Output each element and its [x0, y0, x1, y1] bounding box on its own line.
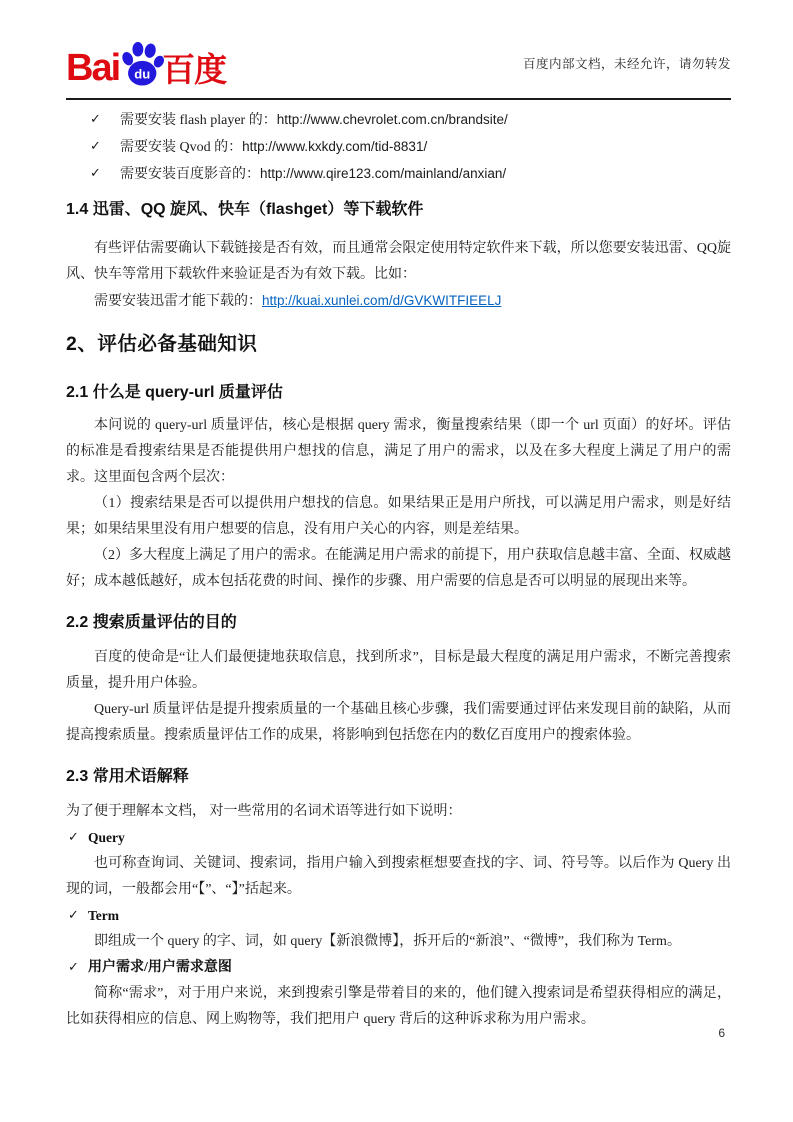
section-2-3-title: 2.3 常用术语解释	[66, 768, 189, 785]
section-2-1-paragraph: （2）多大程度上满足了用户的需求。在能满足用户需求的前提下，用户获取信息越丰富、全面、权威越好；成本越低越好，成本包括花费的时间、操作的步骤、用户需要的信息是否可以明显的展现出来等。	[66, 548, 731, 589]
item-prefix: 需要安装 flash player 的：	[120, 113, 277, 128]
term-name: Term	[88, 908, 119, 923]
section-2-2-paragraph: 百度的使命是“让人们最便捷地获取信息，找到所求”，目标是最大程度的满足用户需求，不断完善搜索质量，提升用户体验。	[66, 650, 731, 691]
section-2-2-title: 2.2 搜索质量评估的目的	[66, 614, 237, 631]
logo-text-cn: 百度	[162, 51, 227, 88]
item-prefix: 需要安装 Qvod 的：	[120, 140, 243, 155]
list-item	[90, 134, 731, 161]
link-prefix: 需要安装迅雷才能下载的：	[94, 294, 262, 309]
item-url: http://www.chevrolet.com.cn/brandsite/	[276, 112, 508, 127]
term-item	[66, 955, 731, 981]
item-url: http://www.qire123.com/mainland/anxian/	[260, 166, 507, 181]
term-item	[66, 825, 731, 851]
document-body	[66, 107, 731, 1033]
term-item	[66, 903, 731, 929]
download-url-list	[66, 107, 731, 188]
baidu-logo	[66, 42, 226, 87]
logo-text-du: du	[134, 66, 151, 82]
page-number: 6	[718, 1026, 725, 1040]
term-name: 用户需求/用户需求意图	[88, 960, 232, 975]
checkmark-icon: ✓	[90, 166, 101, 181]
xunlei-download-link[interactable]: http://kuai.xunlei.com/d/GVKWITFIEELJ	[262, 293, 502, 308]
list-item-text	[120, 107, 508, 134]
list-item	[90, 107, 731, 134]
chapter-2-title: 2、评估必备基础知识	[66, 333, 258, 355]
term-description: 也可称查询词、关键词、搜索词，指用户输入到搜索框想要查找的字、词、符号等。以后作为 Query 出现的词，一般都会用“【”、“】”括起来。	[66, 856, 731, 897]
list-item-text	[120, 161, 506, 188]
section-2-3-intro: 为了便于理解本文档， 对一些常用的名词术语等进行如下说明：	[66, 804, 462, 819]
item-url: http://www.kxkdy.com/tid-8831/	[242, 139, 428, 154]
section-2-1-title: 2.1 什么是 query-url 质量评估	[66, 384, 283, 401]
list-item	[90, 161, 731, 188]
logo-text-bai: Bai	[66, 47, 120, 89]
checkmark-icon: ✓	[68, 908, 79, 923]
list-item-text	[120, 134, 427, 161]
term-description: 即组成一个 query 的字、词，如 query【新浪微博】，拆开后的“新浪”、“微博”，我们称为 Term。	[94, 934, 681, 949]
item-prefix: 需要安装百度影音的：	[120, 167, 260, 182]
page-header	[66, 0, 731, 100]
term-name: Query	[88, 830, 125, 845]
checkmark-icon: ✓	[90, 139, 101, 154]
baidu-paw-icon	[118, 42, 165, 87]
xunlei-link-line	[66, 288, 731, 315]
term-description: 简称“需求”，对于用户来说，来到搜索引擎是带着目的来的，他们键入搜索词是希望获得相应的满足，比如获得相应的信息、网上购物等，我们把用户 query 背后的这种诉求称为用户需求。	[66, 986, 731, 1027]
section-2-1-paragraph: （1）搜索结果是否可以提供用户想找的信息。如果结果正是用户所找，可以满足用户需求，则是好结果；如果结果里没有用户想要的信息，没有用户关心的内容，则是差结果。	[66, 496, 731, 537]
section-1-4-title: 1.4 迅雷、QQ 旋风、快车（flashget）等下载软件	[66, 201, 424, 218]
section-1-4-paragraph: 有些评估需要确认下载链接是否有效，而且通常会限定使用特定软件来下载，所以您要安装迅雷、QQ旋风、快车等常用下载软件来验证是否为有效下载。比如：	[66, 241, 731, 282]
checkmark-icon: ✓	[68, 830, 79, 845]
checkmark-icon: ✓	[90, 112, 101, 127]
confidential-note: 百度内部文档，未经允许，请勿转发	[522, 57, 731, 71]
checkmark-icon: ✓	[68, 960, 79, 975]
section-2-2-paragraph: Query-url 质量评估是提升搜索质量的一个基础且核心步骤，我们需要通过评估来发现目前的缺陷，从而提高搜索质量。搜索质量评估工作的成果，将影响到包括您在内的数亿百度用户的搜索体验。	[66, 702, 731, 743]
section-2-1-paragraph: 本问说的 query-url 质量评估，核心是根据 query 需求，衡量搜索结果（即一个 url 页面）的好坏。评估的标准是看搜索结果是否能提供用户想找的信息，满足了用户的需求，以及在多大程度上满足了用户的需求。这里面包含两个层次：	[66, 418, 731, 485]
